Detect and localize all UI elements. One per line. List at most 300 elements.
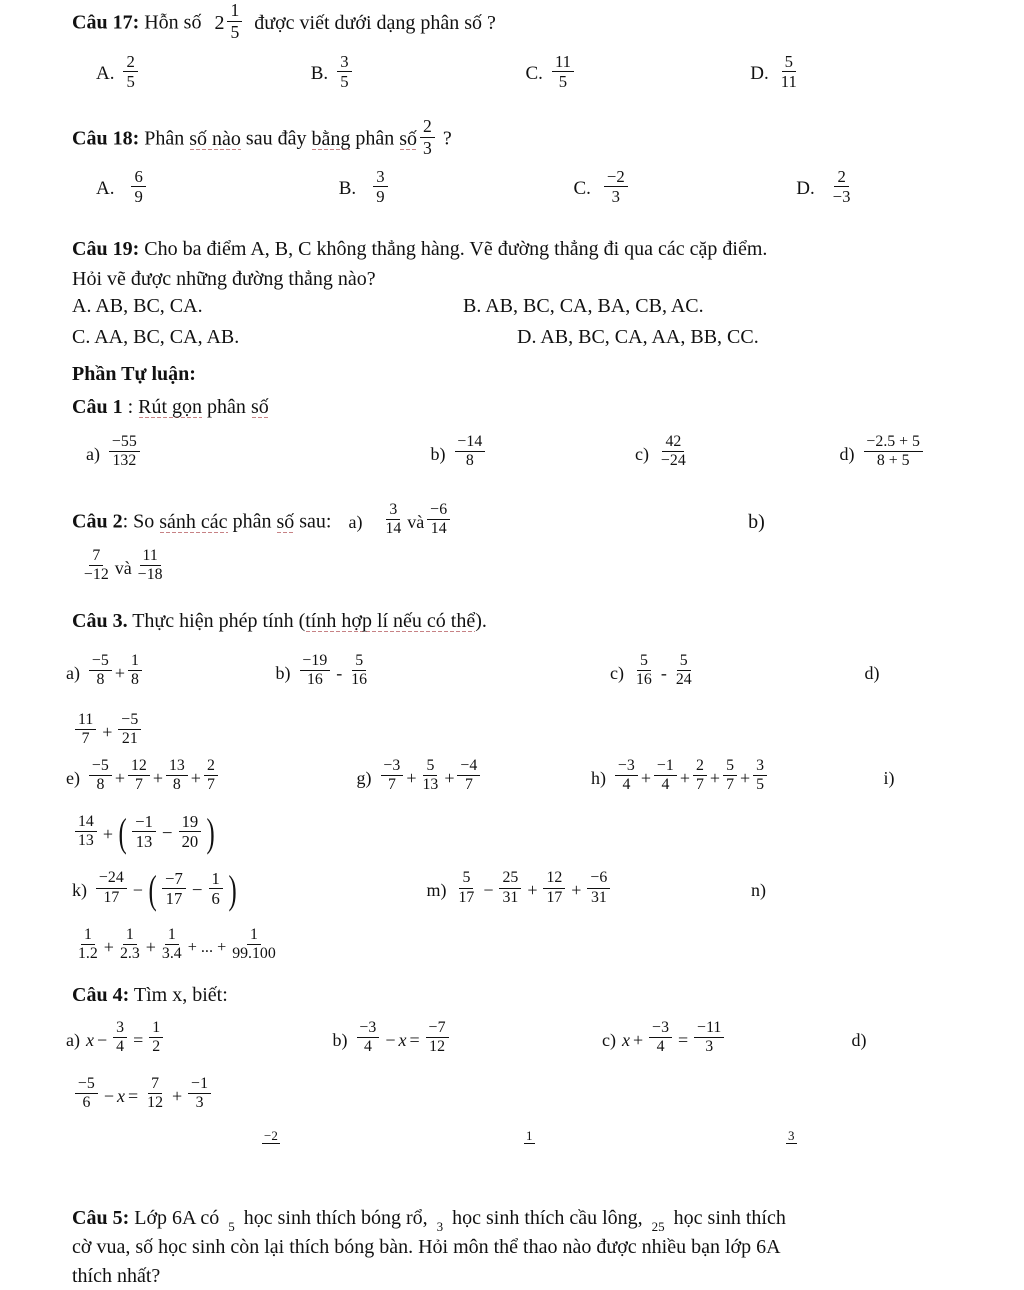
item-tag: g) [356,767,372,788]
operator-2: + [527,880,538,901]
question-18-text-f: số [399,127,418,150]
fraction-numerator: 5 [459,870,473,889]
option-tag: A. [96,63,115,85]
fraction-5 [753,758,767,794]
fraction-2 [162,870,186,908]
fraction-1 [633,653,655,689]
fraction-3 [457,758,480,794]
item-tag: d) [851,1029,867,1050]
option-tag: B. [310,63,329,85]
fraction-numerator: −11 [694,1020,724,1039]
fraction-2 [499,870,521,906]
fraction-denominator: 17 [103,889,120,907]
fraction-denominator: 5 [340,72,349,92]
operator-1: + [406,767,417,788]
fraction-numerator: −1 [132,813,156,832]
fraction-denominator: 17 [165,888,183,908]
operator: + [114,662,125,683]
question-19-line1: Cho ba điểm A, B, C không thẳng hàng. Vẽ đường thẳng đi qua các cặp điểm. [144,238,768,260]
question-18-text-c: sau đây [245,127,307,150]
question-18-label: Câu 18: [72,127,140,150]
question-5-text-2: học sinh thích bóng rổ, [243,1207,428,1229]
question-5-text-1: Lớp 6A có [134,1207,220,1229]
fraction-numerator: 19 [179,813,202,832]
operator-2: + [444,767,455,788]
fraction-denominator: 9 [134,187,143,207]
fraction-numerator: 3 [337,53,351,73]
operator: - [660,662,667,683]
fraction-1 [75,927,101,963]
fraction-numerator: 14 [75,814,97,833]
fraction-denominator: 3 [423,137,432,158]
fraction-numerator: −55 [109,434,140,453]
fraction-1 [96,870,127,906]
fraction-numerator: 7 [89,548,103,567]
question-3-row-3 [72,868,1024,913]
question-2-text-5: sau: [299,510,332,533]
fraction-numerator: −7 [162,870,186,889]
question-18-text-e: phân [355,127,395,150]
question-1-text-a: Rút gọn [138,396,203,418]
item-b [430,432,631,472]
operator-1: + [114,767,125,788]
fraction-denominator: 4 [622,776,631,794]
question-4-text: Tìm x, biết: [133,984,228,1006]
fraction-2 [420,758,442,794]
fraction-denominator: 8 [130,671,139,689]
question-18-text-b: số nào [189,127,241,150]
item-tag: b) [748,510,765,533]
item-h [591,756,879,796]
fraction-numerator: −6 [427,502,450,521]
fraction-denominator: 8 + 5 [876,452,910,470]
question-essay-2 [72,500,1022,540]
fraction-numerator: 3 [113,1020,127,1039]
fraction-numerator: 25 [499,870,521,889]
fraction-denominator: 13 [78,832,94,850]
option-d[interactable] [796,166,856,208]
fraction-numerator: 5 [352,653,366,672]
fraction-denominator: 132 [112,452,137,470]
fraction-2 [654,758,677,794]
question-18-text-after: ? [442,127,452,150]
fraction-numerator: 2 [204,758,218,777]
fraction-denominator: 5 [126,72,135,92]
item-tag: a) [348,511,363,532]
fraction-1 [75,814,97,850]
item-tag: i) [883,767,895,788]
item-tag: b) [275,662,291,683]
item-fraction [658,434,689,470]
item-g [356,756,587,796]
operator-1: − [385,1029,396,1050]
fraction-denominator: 4 [661,776,670,794]
fraction-2 [426,1020,449,1056]
option-c[interactable]: C. AA, BC, CA, AB. [72,326,240,348]
question-19 [72,234,1022,294]
fraction-1 [113,1020,127,1056]
essay-section-heading [72,363,196,386]
operator-3: + [709,767,721,788]
part-b-right-fraction [135,548,166,584]
parenthesized-group [146,868,239,913]
fraction-denominator: 24 [675,671,692,689]
fraction-numerator: 1 [123,927,137,946]
question-17-options [96,51,1024,93]
operator-1: + [103,936,114,957]
question-3-row-2 [66,756,1024,796]
fraction-2 [149,1020,163,1056]
question-17-label: Câu 17: [72,11,140,34]
item-i-tag [884,768,901,789]
right-paren: ) [206,811,215,856]
fraction-numerator: −6 [587,870,610,889]
fraction-denominator: 8 [96,671,105,689]
mixed-number-2-1-5 [206,0,245,44]
question-18-text-d: bằng [311,127,351,150]
item-c [635,432,835,472]
fraction-numerator: 5 [723,758,737,777]
question-3-item-d [72,710,144,750]
fraction-4 [204,758,218,794]
fraction-denominator: 17 [458,889,475,907]
question-18-options [96,166,1024,208]
question-2-part-b [78,546,169,586]
right-paren: ) [228,868,237,913]
fraction-denominator: 8 [96,776,105,794]
item-tag: b) [430,443,446,464]
clipped-fraction-denominator-1: 5 [228,1219,235,1235]
fraction-numerator: −7 [426,1020,449,1039]
question-1-items [86,432,1024,472]
fraction-1 [649,1020,672,1056]
fraction-numerator: 12 [543,870,565,889]
item-tag: k) [72,880,87,901]
fraction-denominator: 31 [590,889,607,907]
fraction-1 [75,712,96,748]
fraction-4 [723,758,737,794]
fraction-4 [587,870,610,906]
fraction-denominator: 6 [82,1094,91,1112]
fraction-denominator: 3 [611,187,620,207]
question-essay-1 [72,396,269,419]
fraction-numerator: 42 [662,434,684,453]
item-fraction [109,434,140,470]
fraction-numerator: 3 [788,1128,795,1143]
question-1-text-b: phân [207,396,246,418]
operator-1: − [103,1085,114,1106]
option-fraction [131,168,145,206]
question-2-part-a [348,500,453,540]
option-d[interactable] [750,51,803,93]
question-essay-3 [72,610,487,633]
fraction-denominator: 21 [121,730,138,748]
clipped-fraction-denominator-3: 25 [651,1219,665,1235]
option-d[interactable]: D. AB, BC, CA, AA, BB, CC. [517,326,759,348]
fraction-2 [694,1020,724,1056]
question-3-label: Câu 3. [72,610,128,632]
fraction-numerator: −2 [264,1128,278,1143]
item-n-tag [751,880,772,901]
item-d [839,432,926,472]
item-tag: d) [864,662,880,683]
question-3-item-i [72,811,217,856]
question-4-label: Câu 4: [72,984,130,1006]
clipped-fraction-numerator-2 [524,1124,535,1146]
operator-2: − [191,879,203,901]
question-17-text-after: được viết dưới dạng phân số ? [254,11,496,34]
question-19-label: Câu 19: [72,238,140,260]
fraction-numerator: 1 [128,653,142,672]
question-17 [72,0,1022,44]
question-5-text-3: học sinh thích cầu lông, [452,1207,643,1229]
operator-2: − [161,823,173,845]
fraction-denominator: 5 [558,72,568,92]
question-18-text-a: Phân [144,127,185,150]
item-e [66,756,352,796]
fraction-denominator: 31 [502,889,519,907]
fraction-denominator: 8 [172,776,181,794]
operator-3: + [571,880,582,901]
fraction-numerator: −5 [118,712,141,731]
fraction-denominator: 7 [387,776,396,794]
fraction-2 [118,712,141,748]
question-essay-5 [72,1204,1024,1290]
item-tag: e) [66,767,80,788]
fraction-numerator: −3 [357,1020,380,1039]
parenthesized-group [116,811,217,856]
fraction-denominator: 13 [422,776,439,794]
option-fraction [123,53,137,91]
option-tag: B. [338,178,357,200]
fraction-3 [159,927,185,963]
equals-sign: = [128,1085,139,1106]
item-fraction [864,434,923,470]
item-d-tag [852,1030,873,1051]
operator-4: + [740,767,751,788]
operator-1: − [96,1029,108,1050]
fraction-denominator: 16 [635,671,652,689]
operator-3-ellipsis: + ... + [187,937,227,956]
left-paren: ( [148,868,157,913]
clipped-fraction-numerator-1 [262,1124,280,1146]
fraction-denominator: 99.100 [232,945,276,963]
operator-1: − [132,880,143,901]
question-3-row-1 [66,651,1024,691]
fraction-denominator: 17 [546,889,563,907]
operator-1: + [640,767,651,788]
fraction-1 [75,1076,98,1112]
left-paren: ( [118,811,127,856]
fraction-denominator: 11 [780,72,797,92]
fraction-numerator: 1 [149,1020,163,1039]
fraction-3 [188,1076,211,1112]
option-a[interactable] [96,166,334,208]
fraction-numerator: 5 [677,653,691,672]
fraction-numerator: 3 [753,758,767,777]
question-1-label: Câu 1 [72,396,123,418]
fraction-2 [673,653,695,689]
item-fraction [455,434,486,470]
fraction-numerator: 2 [420,117,435,137]
fraction-denominator: 16 [351,671,368,689]
item-m [426,869,747,909]
item-tag: c) [635,443,649,464]
fraction-denominator: 3 [195,1094,204,1112]
fraction-denominator: 7 [696,776,704,794]
option-tag: C. [573,178,591,200]
fraction-1 [456,870,478,906]
fraction-denominator: 13 [135,832,153,852]
operator-2: + [145,936,156,957]
fraction-numerator: −5 [89,653,112,672]
va-text: và [407,511,425,532]
fraction-2 [128,758,150,794]
fraction-denominator: 7 [206,776,215,794]
fraction-2 [117,927,143,963]
fraction-denominator: 4 [363,1038,372,1056]
fraction-numerator: −24 [96,870,127,889]
fraction-1 [357,1020,380,1056]
fraction-numerator: 5 [423,758,437,777]
question-19-options [72,295,1022,349]
item-d-tag [865,663,886,684]
option-b[interactable] [310,51,521,93]
fraction-denominator: 5 [230,21,240,42]
fraction-numerator: 11 [140,548,161,567]
fraction-1 [89,758,112,794]
fraction-denominator: 14 [385,520,402,538]
part-b-left-fraction [81,548,112,584]
fraction-numerator: −2 [604,168,628,188]
fraction-denominator: 20 [181,832,199,852]
operator-2: + [152,767,163,788]
option-fraction [373,168,387,206]
item-a [66,1018,328,1058]
question-5-line2: cờ vua, số học sinh còn lại thích bóng bàn. Hỏi môn thể thao nào được nhiều bạn lớp 6A [72,1236,781,1259]
fraction-2 [348,653,370,689]
fraction-numerator: 6 [131,168,145,188]
variable-x: x [398,1029,407,1050]
option-fraction [778,53,800,91]
fraction-1 [381,758,404,794]
question-3-text-3: ). [475,610,487,632]
fraction-numerator: 1 [227,1,242,21]
operator-3: + [190,767,201,788]
item-k [72,868,422,913]
item-tag: b) [332,1029,348,1050]
question-1-colon: : [127,396,134,418]
fraction-numerator: −3 [381,758,404,777]
fraction-numerator: −5 [75,1076,98,1095]
fraction-denominator: 8 [465,452,474,470]
fraction-numerator: 1 [165,927,179,946]
option-a[interactable]: A. AB, BC, CA. [72,295,203,317]
fraction-3 [693,758,707,794]
fraction-numerator: −3 [615,758,638,777]
equals-sign: = [133,1029,144,1050]
fraction-denominator: 7 [464,776,473,794]
question-2-label: Câu 2 [72,510,123,533]
fraction-numerator: 3 [373,168,387,188]
fraction-numerator: −3 [649,1020,672,1039]
operator-2: + [171,1085,183,1106]
fraction-numerator: 2 [123,53,137,73]
option-tag: D. [750,63,769,85]
option-b[interactable]: B. AB, BC, CA, BA, CB, AC. [463,295,704,317]
fraction-2 [128,653,142,689]
fraction-numerator: 11 [552,53,574,73]
option-tag: A. [96,178,115,200]
fraction-denominator: −24 [660,452,686,470]
fraction-denominator: 16 [306,671,323,689]
fraction-3 [166,758,188,794]
option-c[interactable] [525,51,746,93]
option-tag: C. [525,63,543,85]
fraction-numerator: 1 [81,927,95,946]
item-b [275,651,606,691]
item-tag: c) [610,662,624,683]
option-a[interactable] [96,51,306,93]
operator-1: + [632,1029,644,1050]
question-2-text-2: sánh các [159,510,228,533]
question-3-text-2: tính hợp lí nếu có thể [305,610,476,632]
fraction-denominator: 12 [429,1038,445,1056]
clipped-fraction-denominator-2: 3 [436,1219,444,1235]
fraction-denominator: 2.3 [119,945,140,963]
fraction-numerator: −4 [457,758,480,777]
option-b[interactable] [338,166,569,208]
item-tag: a) [86,443,100,464]
fraction-numerator: 1 [526,1128,533,1143]
fraction-denominator: 4 [656,1038,665,1056]
fraction-denominator: 9 [376,187,385,207]
option-c[interactable] [573,166,792,208]
item-tag: a) [66,1029,80,1050]
fraction-numerator: −14 [455,434,486,453]
fraction-numerator: 2 [693,758,707,777]
fraction-denominator: 1.2 [78,945,98,963]
equals-sign: = [677,1029,689,1050]
fraction-denominator: 5 [756,776,765,794]
fraction-denominator: 7 [81,730,90,748]
item-tag: h) [591,767,606,788]
fraction-1 [615,758,638,794]
fraction-numerator: −5 [89,758,112,777]
fraction-3 [543,870,565,906]
operator-2: + [679,767,690,788]
question-1-text-c: số [250,396,269,418]
option-fraction [830,168,854,206]
question-2-part-b-tag [748,511,771,534]
item-tag: d) [839,443,855,464]
fraction-denominator: 3 [705,1038,714,1056]
part-a-left-fraction [382,502,404,538]
item-c [602,1018,847,1058]
fraction-denominator: 14 [430,520,447,538]
fraction-denominator: 2 [152,1038,161,1056]
question-18-fraction [420,117,435,157]
va-text: và [114,557,132,578]
question-18 [72,116,1022,160]
question-3-item-n [72,925,282,965]
item-b [332,1018,598,1058]
clipped-fraction-numerator-3 [786,1124,797,1146]
mixed-fraction [227,1,242,41]
fraction-numerator: −19 [300,653,331,672]
item-a [86,432,426,472]
fraction-numerator: 5 [637,653,651,672]
